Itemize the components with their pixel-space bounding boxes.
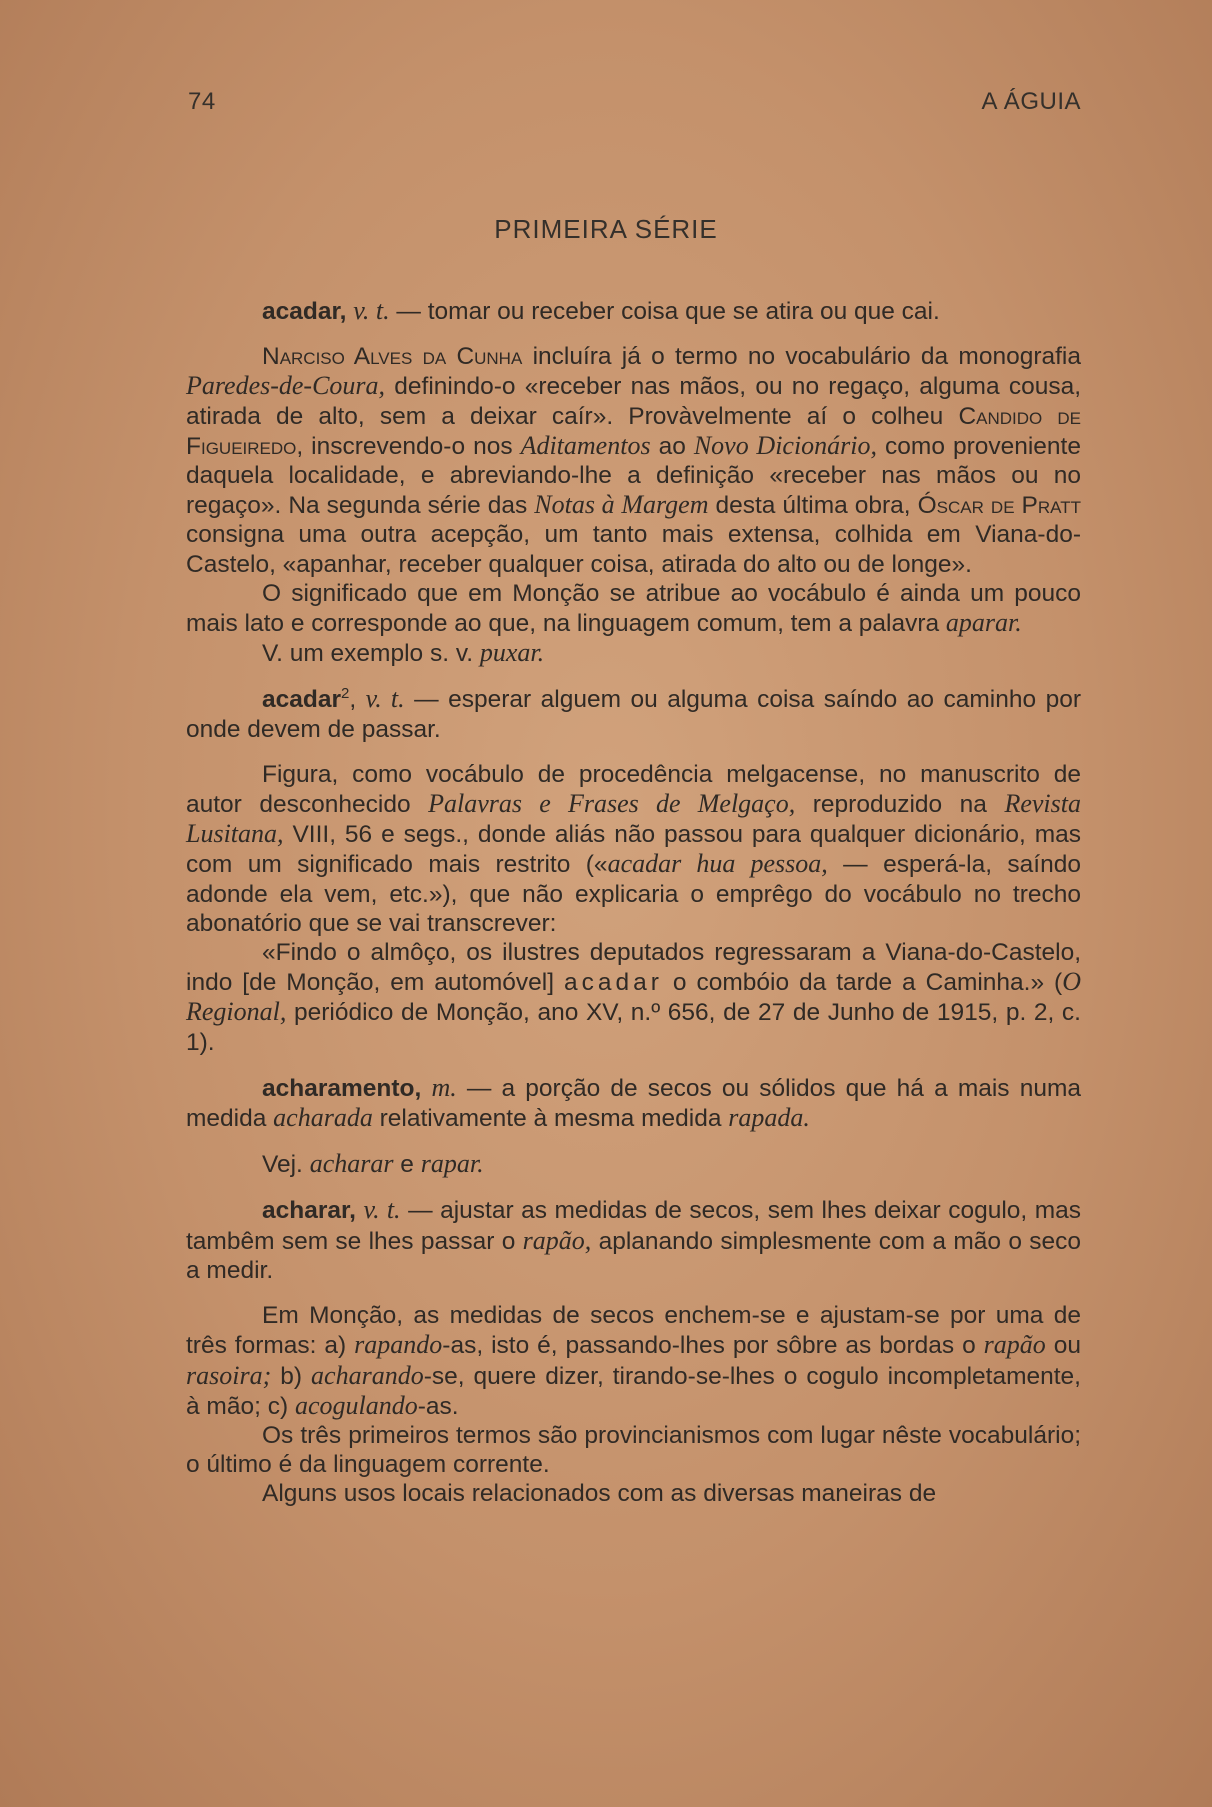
running-head bbox=[188, 88, 1081, 116]
italic-word: acogulando bbox=[294, 1390, 418, 1420]
entry-acadar-2: acadar$^2$, v. t. — esperar alguem ou alguma coisa saíndo ao caminho por onde devem de passar. bbox=[186, 684, 1081, 743]
text-run: «Findo o almôço, os ilustres deputados regressaram a Viana-do-Castelo, indo [de Monção, em automóvel] bbox=[186, 939, 1081, 997]
headword: acharar, bbox=[262, 1197, 356, 1225]
italic-word: acharada bbox=[273, 1103, 373, 1133]
text-run: Os três primeiros termos são provincianismos com lugar nêste vocabulário; o último é da linguagem corrente. bbox=[186, 1421, 1081, 1479]
text-run: O significado que em Monção se atribue ao vocábulo é ainda um pouco mais lato e corresponde ao que, na linguagem comum, tem a palavra bbox=[186, 579, 1081, 638]
paragraph bbox=[186, 342, 1081, 579]
italic-word: rapar. bbox=[420, 1149, 484, 1179]
italic-title: Paredes-de-Coura, bbox=[186, 371, 386, 401]
italic-title: Palavras e Frases de Melgaço, bbox=[428, 789, 796, 819]
text-run: — esperá-la, saíndo adonde ela vem, etc.»), que não explicaria o emprêgo do vocábulo no trecho abonatório que se vai transcrever: bbox=[186, 851, 1081, 937]
text-run: aplanando simplesmente com a mão o seco a medir. bbox=[186, 1227, 1082, 1284]
text-run: Alguns usos locais relacionados com as diversas maneiras de bbox=[262, 1480, 937, 1508]
paragraph bbox=[186, 579, 1081, 638]
dictionary-text bbox=[186, 296, 1081, 1509]
italic-title: Notas à Margem bbox=[534, 490, 709, 520]
text-run: relativamente à mesma medida bbox=[372, 1105, 729, 1133]
entry-acharar bbox=[186, 1195, 1081, 1285]
paragraph bbox=[186, 1149, 1081, 1179]
text-run: Em Monção, as medidas de secos enchem-se e ajustam-se por uma de três formas: a) bbox=[186, 1302, 1081, 1360]
text-run: periódico de Monção, ano XV, n.º 656, de 27 de Junho de 1915, p. 2, c. 1). bbox=[186, 999, 1081, 1056]
definition: — esperar alguem ou alguma coisa saíndo ao caminho por onde devem de passar. bbox=[186, 686, 1081, 743]
text-run: e bbox=[393, 1151, 421, 1179]
text-run: -as, isto é, passando-lhes por sôbre as bordas o bbox=[442, 1332, 984, 1360]
italic-word: rasoira; bbox=[186, 1360, 272, 1390]
italic-title: Novo Dicionário, bbox=[693, 430, 878, 460]
text-run: consigna uma outra acepção, um tanto mais extensa, colhida em Viana-do-Castelo, «apanhar, receber qualquer coisa, atirada do alto ou de longe». bbox=[186, 521, 1081, 578]
text-run: ao bbox=[650, 432, 694, 460]
headword: acadar bbox=[262, 686, 342, 714]
section-title: PRIMEIRA SÉRIE bbox=[494, 214, 718, 244]
italic-quote: acadar hua pessoa, bbox=[607, 849, 828, 879]
text-run: definindo-o «receber nas mãos, ou no regaço, alguma cousa, atirada de alto, sem a deixar caír». Provàvelmente aí o colheu bbox=[186, 373, 1081, 430]
spaced-word: acadar bbox=[564, 969, 663, 997]
text-run: -se, quere dizer, tirando-se-lhes o cogulo incompletamente, à mão; c) bbox=[186, 1362, 1081, 1420]
text-run: , inscrevendo-o nos bbox=[296, 432, 521, 460]
grammar-tag: v. t. bbox=[363, 1195, 401, 1225]
italic-title: Aditamentos bbox=[520, 430, 651, 460]
text-run: reproduzido na bbox=[795, 791, 1005, 819]
italic-word: rapão, bbox=[522, 1225, 592, 1255]
grammar-tag: v. t. bbox=[365, 684, 405, 714]
text-run: o combóio da tarde a Caminha.» ( bbox=[662, 969, 1063, 997]
journal-title: A ÁGUIA bbox=[981, 88, 1081, 115]
grammar-tag: v. t. bbox=[353, 296, 390, 325]
italic-word: rapada. bbox=[728, 1103, 810, 1133]
headword: acadar, bbox=[262, 298, 347, 325]
text-run: — a porção de secos ou sólidos que há a mais numa medida bbox=[186, 1074, 1081, 1133]
quotation bbox=[186, 938, 1081, 1057]
paragraph bbox=[186, 760, 1081, 938]
text-run: incluíra já o termo no vocabulário da monografia bbox=[522, 343, 1081, 371]
text-run: desta última obra, bbox=[708, 492, 918, 520]
text-run: Figura, como vocábulo de procedência melgacense, no manuscrito de autor desconhecido bbox=[186, 760, 1081, 819]
text-run: Vej. bbox=[262, 1151, 310, 1179]
text-run: b) bbox=[271, 1362, 312, 1390]
italic-word: acharando bbox=[311, 1360, 424, 1390]
headword: acharamento, bbox=[262, 1074, 422, 1102]
entry-acharamento bbox=[186, 1073, 1081, 1133]
italic-title: Revista Lusitana, bbox=[186, 789, 1081, 849]
italic-title: O Regional, bbox=[186, 967, 1081, 1027]
author-name: Narciso Alves da Cunha bbox=[262, 343, 523, 371]
entry-acadar bbox=[186, 296, 1081, 326]
text-run: VIII, 56 e segs., donde aliás não passou para qualquer dicionário, mas com um significado mais restrito (« bbox=[186, 821, 1081, 879]
italic-word: puxar. bbox=[479, 638, 545, 668]
italic-word: aparar. bbox=[945, 608, 1022, 638]
paragraph bbox=[186, 638, 1081, 668]
definition: — tomar ou receber coisa que se atira ou que cai. bbox=[389, 298, 940, 325]
italic-word: rapão bbox=[983, 1330, 1046, 1360]
text-run: ou bbox=[1045, 1332, 1081, 1360]
homonym-number: 2 bbox=[341, 685, 350, 703]
author-name: Óscar de Pratt bbox=[917, 492, 1081, 520]
paragraph bbox=[186, 1479, 1081, 1508]
text-run: V. um exemplo s. v. bbox=[262, 640, 480, 668]
page-number: 74 bbox=[188, 88, 216, 115]
italic-word: acharar bbox=[309, 1149, 394, 1179]
paragraph bbox=[186, 1301, 1081, 1421]
grammar-tag: m. bbox=[431, 1072, 457, 1102]
author-name: Candido de Figueiredo bbox=[186, 402, 1081, 460]
paragraph bbox=[186, 1421, 1081, 1479]
italic-word: rapando bbox=[354, 1330, 443, 1360]
text-run: como proveniente daquela localidade, e abreviando-lhe a definição «receber nas mãos ou no regaço». Na segunda série das bbox=[186, 432, 1081, 520]
text-run: — ajustar as medidas de secos, sem lhes deixar cogulo, mas tambêm sem se lhes passar o bbox=[186, 1197, 1081, 1255]
text-run: -as. bbox=[417, 1392, 459, 1420]
